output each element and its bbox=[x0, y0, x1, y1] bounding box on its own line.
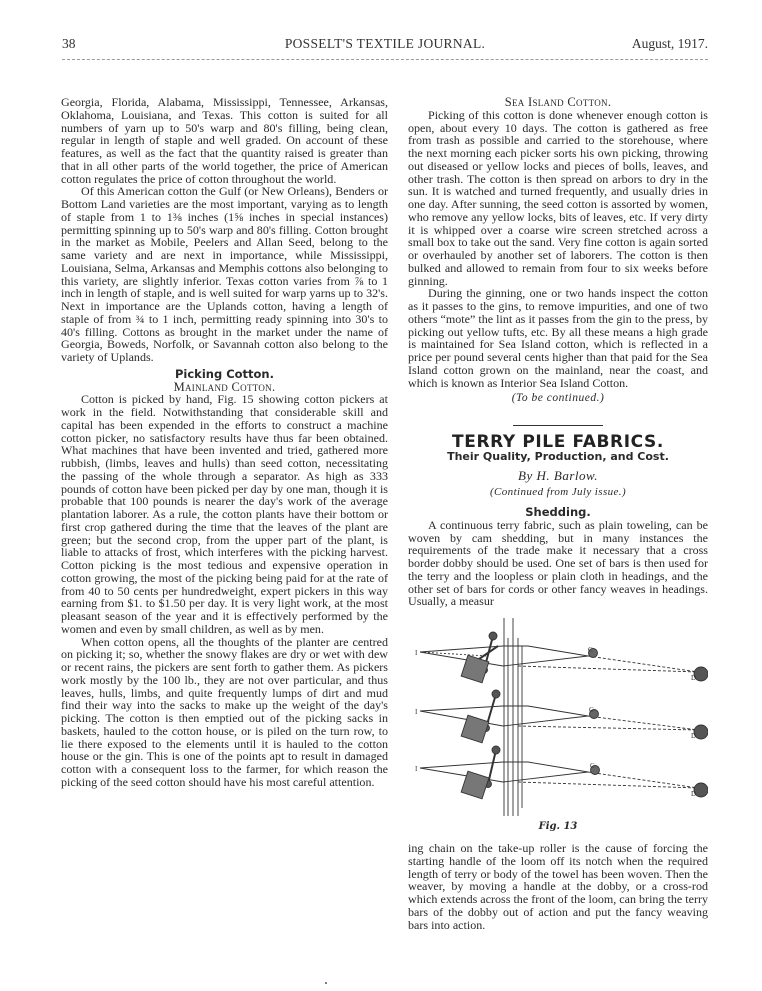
shed-row-2 bbox=[420, 690, 708, 743]
shed-row-3 bbox=[420, 746, 708, 799]
svg-text:I: I bbox=[415, 708, 418, 716]
section-heading-picking-cotton: Picking Cotton. bbox=[175, 366, 274, 381]
figure-caption: Fig. 13 bbox=[538, 821, 578, 832]
header-rule bbox=[62, 59, 708, 60]
svg-text:C: C bbox=[590, 762, 595, 770]
shed-row-1 bbox=[420, 632, 708, 683]
section-heading-shedding: Shedding. bbox=[525, 505, 591, 519]
to-be-continued-note: (To be continued.) bbox=[511, 392, 605, 405]
paragraph: Picking of this cotton is done whenever enough cotton is open, about every 10 days. The cotton is gathered as free from trash as possible and carried to the storehouse, where the next morning each picker sorts his own picking, throwing out diseased or yellow locks and pieces of bolls, leaves, and other trash. The cotton is then spread on arbors to dry in the sun. It is watched and turned frequently, and usually dries in one day. After sunning, the seed cotton is assorted by women, who remove any yellow locks, bits of leaves, etc. If very dirty it is whipped over a coarse wire screen stretched across a small box to take out the sand. Very fine cotton is again sorted or overhauled by another set of laborers. The cotton is then bulked and allowed to remain from four to six weeks before ginning. bbox=[408, 107, 708, 288]
paragraph: Cotton is picked by hand, Fig. 15 showing cotton pickers at work in the field. Notwithstanding that considerable skill and capital has been expended in the efforts to construct a machine cotton picker, no satisfactory results have thus far been obtained. What machines that have been invented and tried, gathered more rubbish, (limbs, leaves and hulls) than seed cotton, necessitating the passing of the whole through a separator. As high as 333 pounds of cotton have been picked per day by one man, though it is probable that 100 pounds is nearer the day's work of the average plantation laborer. As a rule, the cotton plants have their bottom or first crop gathered during the time that the leaves of the plant are green; but the second crop, from the upper part of the plant, is liable to attacks of frost, which interferes with the picking harvest. Cotton picking is the most tedious and expensive operation in cotton growing, the most of the picking being paid for at the rate of from 40 to 50 cents per hundredweight, expert pickers in this way earning from $1. to $1.50 per day. It is very light work, at the most pleasant season of the year and it is effectively performed by the women and even by small children, as well as by men. bbox=[61, 392, 388, 636]
figure-loom-shedding-diagram bbox=[408, 616, 708, 838]
right-column bbox=[408, 96, 708, 931]
svg-text:D: D bbox=[691, 790, 697, 798]
svg-text:D: D bbox=[691, 732, 697, 740]
journal-title: POSSELT'S TEXTILE JOURNAL. bbox=[284, 36, 486, 51]
article-divider bbox=[513, 425, 603, 426]
continued-from-note: (Continued from July issue.) bbox=[489, 486, 627, 499]
svg-text:I: I bbox=[415, 649, 418, 657]
subsection-heading-sea-island-cotton: Sea Island Cotton. bbox=[504, 95, 612, 109]
paragraph: During the ginning, one or two hands inspect the cotton as it passes to the gins, to remove impurities, and one of two others “mote” the lint as it passes from the gin to the press, by picking out yellow tufts, etc. By all these means a high grade is maintained for Sea Island cotton, which is reflected in a price per pound several cents higher than that paid for the Sea Island cotton grown on the mainland, near the coast, and which is known as Interior Sea Island Cotton. bbox=[408, 286, 708, 390]
subsection-heading-mainland-cotton: Mainland Cotton. bbox=[173, 379, 276, 394]
speck bbox=[325, 982, 327, 984]
article-byline: By H. Barlow. bbox=[518, 467, 598, 483]
paragraph: ing chain on the take-up roller is the cause of forcing the starting handle of the loom off its notch when the required length of terry or body of the towel has been woven. Then the weaver, by moving a handle at the dobby, or a cross-rod which extends across the front of the loom, can bring the terry bars of the dobby out of action and put the fancy weaving bars into action. bbox=[408, 841, 708, 932]
svg-text:I: I bbox=[415, 765, 418, 773]
page-number: 38 bbox=[62, 36, 76, 51]
svg-text:C: C bbox=[588, 646, 593, 654]
left-column bbox=[61, 96, 388, 789]
svg-text:D: D bbox=[691, 674, 697, 682]
paragraph: Georgia, Florida, Alabama, Mississippi, Tennessee, Arkansas, Oklahoma, Louisiana, and Texas. This cotton is suited for all numbers of yarn up to 50's warp and 80's filling, being clean, regular in length of staple and well graded. On account of these features, as well as the fact that the quantity raised is greater than that in all other parts of the world together, the price of American cotton regulates the price of cotton throughout the world. bbox=[61, 95, 388, 186]
article-title: TERRY PILE FABRICS. bbox=[452, 432, 664, 452]
article-subtitle: Their Quality, Production, and Cost. bbox=[447, 449, 669, 463]
issue-date: August, 1917. bbox=[631, 36, 708, 51]
loom-diagram-illustration bbox=[408, 616, 708, 821]
paragraph: Of this American cotton the Gulf (or New Orleans), Benders or Bottom Land varieties are the most important, varying as to length of staple from 1 to 1⅜ inches (1⅝ inches in special instances) permitting spinning up to 50's warp and 80's filling. Cotton brought in the market as Mobile, Peelers and Allan Seed, belong to the same variety and are next in importance, while Mississippi, Louisiana, Selma, Arkansas and Memphis cottons also belonging to this variety, are slightly inferior. Texas cotton varies from ⅞ to 1 inch in length of staple, and is well suited for warp yarns up to 32's. Next in importance are the Uplands cotton, having a length of staple of from ¾ to 1 inch, permitting ready spinning into 30's to 40's filling. Cottons as brought in the market under the name of Georgia, Boweds, Norfolk, or Savannah cotton also belong to the variety of Uplands. bbox=[61, 184, 388, 364]
svg-text:C: C bbox=[589, 706, 594, 714]
paragraph: When cotton opens, all the thoughts of the planter are centred on picking it; so, whether the snowy flakes are dry or wet with dew or recent rains, the pickers are sent forth to gather them. As pickers work mostly by the 100 lb., they are not over particular, and thus leaves, hulls, limbs, and quite frequently lumps of dirt and mud find their way into the sacks to make up the weight of the day's picking. The cotton is then emptied out of the picking sacks in baskets, hauled to the cotton house, or is piled on the turn row, to lie there exposed to the elements until it is hauled to the cotton house or the gin. This is one of the points apt to result in damaged cotton with a consequent loss to the farmer, for which reason the picking of the seed cotton should have his most careful attention. bbox=[61, 634, 388, 789]
paragraph: A continuous terry fabric, such as plain toweling, can be woven by cam shedding, but in many instances the requirements of the trade make it necessary that a cross border dobby should be used. One set of bars is then used for the terry and the loopless or plain cloth in headings, and the other set of bars for cords or other fancy weaves in headings. Usually, a measur bbox=[408, 517, 708, 609]
running-header bbox=[62, 36, 708, 58]
